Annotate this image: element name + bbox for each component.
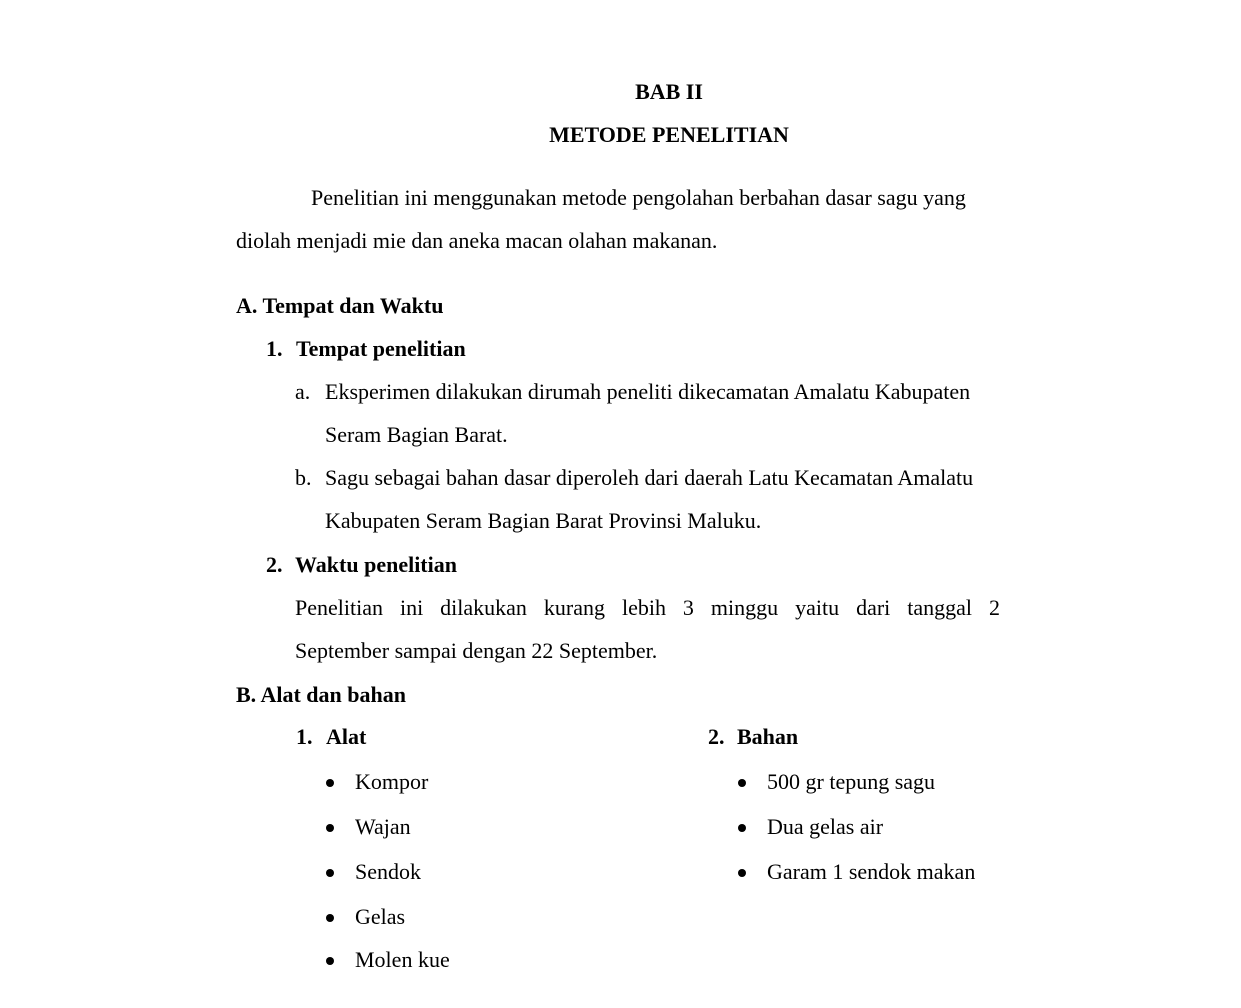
alat-list-item (326, 904, 526, 930)
bahan-list-item (738, 814, 1038, 840)
section-b-heading: B. Alat dan bahan (236, 682, 406, 707)
section-a-heading: A. Tempat dan Waktu (236, 293, 444, 318)
bahan-list-item (738, 859, 1038, 885)
alat-list-item (326, 814, 526, 840)
alat-item-label: Kompor (355, 769, 429, 794)
alat-list-item (326, 769, 526, 795)
waktu-paragraph-line-1: Penelitian ini dilakukan kurang lebih 3 minggu yaitu dari tanggal 2 (295, 595, 1000, 620)
alat-heading: Alat (326, 724, 367, 749)
subsection-2-number: 2. (266, 552, 283, 577)
bullet-icon (326, 824, 334, 832)
item-b-line-2: Kabupaten Seram Bagian Barat Provinsi Maluku. (325, 508, 762, 533)
item-a-marker: a. (295, 379, 311, 404)
bahan-item-label: 500 gr tepung sagu (767, 769, 936, 794)
alat-item-label: Gelas (355, 904, 406, 929)
subsection-2-heading: Waktu penelitian (295, 552, 457, 577)
waktu-paragraph-line-2: September sampai dengan 22 September. (295, 638, 658, 663)
bahan-number: 2. (708, 724, 725, 749)
bullet-icon (738, 779, 746, 787)
bullet-icon (738, 824, 746, 832)
bullet-icon (326, 957, 334, 965)
item-a-line-2: Seram Bagian Barat. (325, 422, 508, 447)
alat-item-label: Molen kue (355, 947, 450, 972)
intro-paragraph-line-2: diolah menjadi mie dan aneka macan olahan makanan. (236, 228, 718, 253)
alat-item-label: Sendok (355, 859, 421, 884)
item-b-marker: b. (295, 465, 312, 490)
item-a-line-1: Eksperimen dilakukan dirumah peneliti dikecamatan Amalatu Kabupaten (325, 379, 971, 404)
alat-number: 1. (296, 724, 313, 749)
intro-paragraph-line-1: Penelitian ini menggunakan metode pengolahan berbahan dasar sagu yang (311, 185, 966, 210)
subsection-1-heading: Tempat penelitian (296, 336, 466, 361)
bahan-item-label: Dua gelas air (767, 814, 884, 839)
item-b-line-1: Sagu sebagai bahan dasar diperoleh dari daerah Latu Kecamatan Amalatu (325, 465, 974, 490)
subsection-1-number: 1. (266, 336, 283, 361)
bullet-icon (326, 869, 334, 877)
bullet-icon (326, 779, 334, 787)
bahan-item-label: Garam 1 sendok makan (767, 859, 976, 884)
alat-list-item (326, 859, 526, 885)
alat-list-item (326, 947, 526, 973)
bullet-icon (326, 914, 334, 922)
bahan-list-item (738, 769, 1038, 795)
chapter-title: METODE PENELITIAN (549, 122, 789, 147)
alat-item-label: Wajan (355, 814, 411, 839)
chapter-label: BAB II (635, 79, 703, 104)
bahan-heading: Bahan (737, 724, 799, 749)
bullet-icon (738, 869, 746, 877)
